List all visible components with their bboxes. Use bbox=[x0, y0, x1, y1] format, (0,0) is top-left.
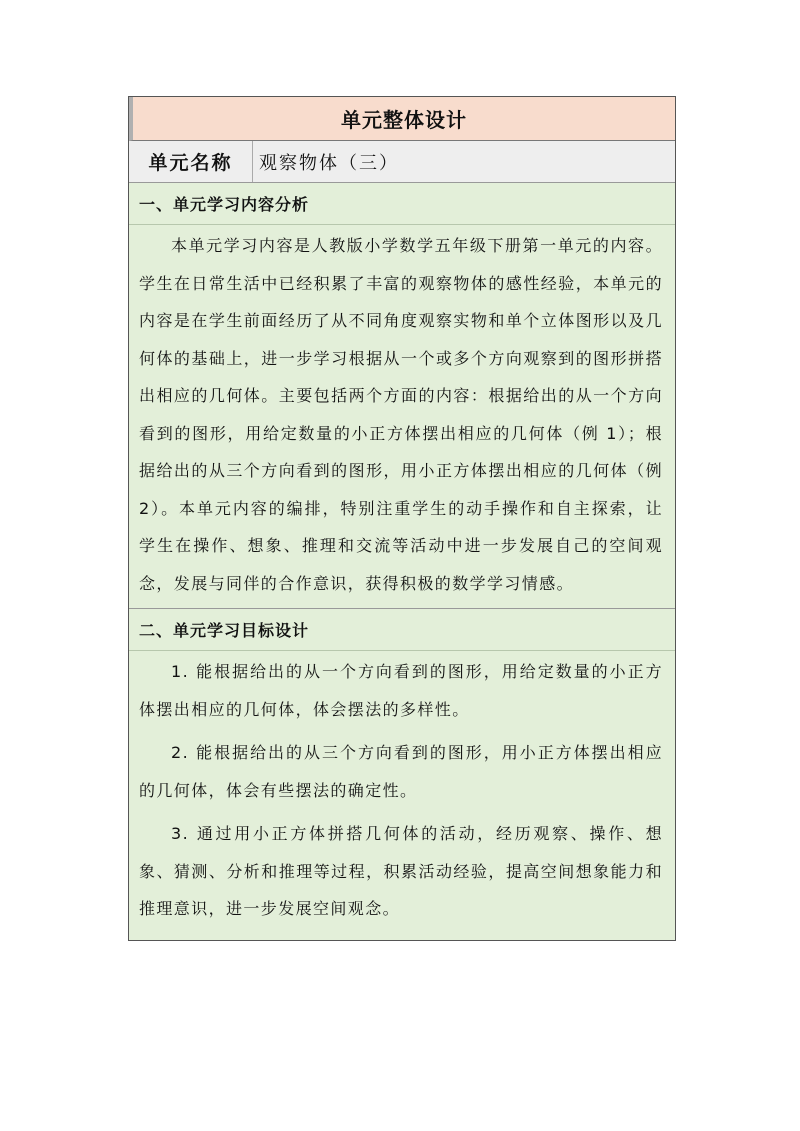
goal-item: 2. 能根据给出的从三个方向看到的图形，用小正方体摆出相应的几何体，体会有些摆法的确定性。 bbox=[139, 743, 663, 800]
unit-design-table bbox=[128, 96, 676, 941]
content-analysis-section bbox=[129, 183, 675, 609]
content-analysis-body bbox=[129, 225, 675, 608]
content-analysis-paragraph: 本单元学习内容是人教版小学数学五年级下册第一单元的内容。学生在日常生活中已经积累了丰富的观察物体的感性经验，本单元的内容是在学生前面经历了从不同角度观察实物和单个立体图形以及几何体的基础上，进一步学习根据从一个或多个方向观察到的图形拼搭出相应的几何体。主要包括两个方面的内容：根据给出的从一个方向看到的图形，用给定数量的小正方体摆出相应的几何体（例 1）；根据给出的从三个方向看到的图形，用小正方体摆出相应的几何体（例 2）。本单元内容的编排，特别注重学生的动手操作和自主探索，让学生在操作、想象、推理和交流等活动中进一步发展自己的空间观念，发展与同伴的合作意识，获得积极的数学学习情感。 bbox=[139, 236, 663, 593]
table-title: 单元整体设计 bbox=[129, 97, 675, 141]
goal-item: 1. 能根据给出的从一个方向看到的图形，用给定数量的小正方体摆出相应的几何体，体会摆法的多样性。 bbox=[139, 662, 663, 719]
learning-goals-heading: 二、单元学习目标设计 bbox=[129, 609, 675, 651]
unit-name-row bbox=[129, 141, 675, 183]
learning-goals-section bbox=[129, 609, 675, 940]
unit-name-value: 观察物体（三） bbox=[259, 152, 399, 174]
learning-goals-body bbox=[129, 651, 675, 940]
goal-item: 3. 通过用小正方体拼搭几何体的活动，经历观察、操作、想象、猜测、分析和推理等过程，积累活动经验，提高空间想象能力和推理意识，进一步发展空间观念。 bbox=[139, 824, 663, 918]
content-analysis-heading: 一、单元学习内容分析 bbox=[129, 183, 675, 225]
unit-name-label: 单元名称 bbox=[129, 141, 253, 182]
